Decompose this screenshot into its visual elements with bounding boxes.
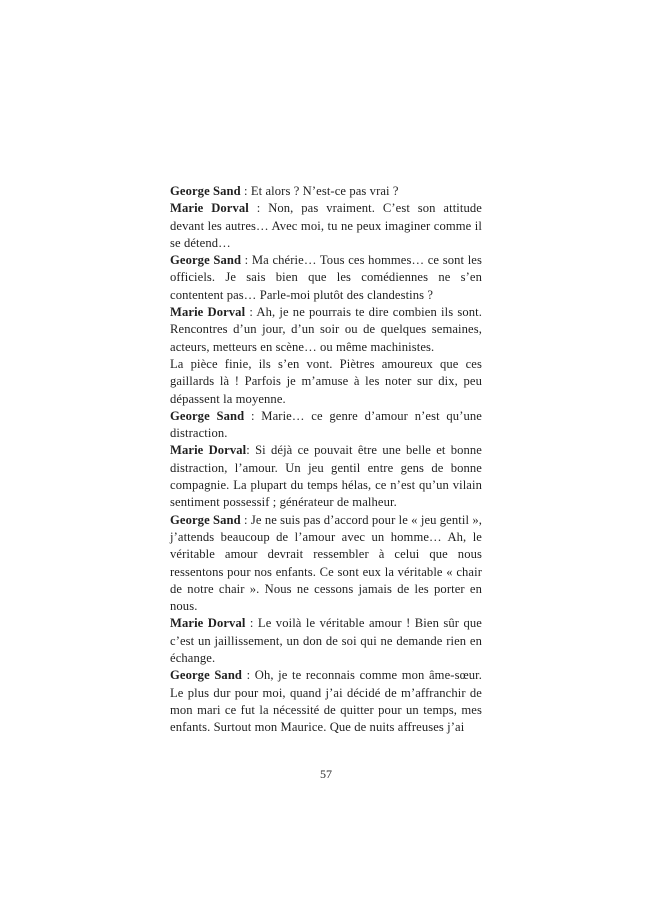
dialogue-paragraph (170, 667, 482, 736)
speaker-name: Marie Dorval (170, 443, 247, 458)
speaker-separator: : (244, 408, 262, 423)
dialogue-paragraph (170, 442, 482, 511)
dialogue-text: Marie… ce genre d’amour n’est qu’une distraction. (170, 408, 482, 441)
speaker-separator: : (248, 201, 269, 216)
dialogue-text: La pièce finie, ils s’en vont. Piètres amoureux que ces gaillards là ! Parfois je m’amuse à les noter sur dix, peu dépassent la moyenne. (170, 356, 482, 406)
dialogue-paragraph (170, 408, 482, 443)
speaker-separator: : (246, 443, 256, 458)
speaker-name: George Sand (170, 668, 243, 683)
speaker-separator: : (240, 184, 251, 198)
speaker-name: Marie Dorval (170, 201, 249, 216)
dialogue-text: Non, pas vraiment. C’est son attitude devant les autres… Avec moi, tu ne peux imaginer comme il se détend… (170, 201, 482, 250)
dialogue-text: Le voilà le véritable amour ! Bien sûr que c’est un jaillissement, un don de soi qui ne demande rien en échange. (170, 616, 482, 666)
page-number: 57 (320, 767, 332, 781)
dialogue-text: Ma chérie… Tous ces hommes… ce sont les officiels. Je sais bien que les comédiennes ne s’en contentent pas… Parle-moi plutôt des clandestins ? (170, 253, 482, 302)
dialogue-text: Si déjà ce pouvait être une belle et bonne distraction, l’amour. Un jeu gentil entre gens de bonne compagnie. La plupart du temps hélas, ce n’est qu’un vilain sentiment possessif ; générateur de malheur. (170, 443, 482, 510)
dialogue-text-block (170, 183, 482, 737)
dialogue-paragraph-continuation (170, 356, 482, 408)
dialogue-text: Ah, je ne pourrais te dire combien ils sont. Rencontres d’un jour, d’un soir ou de quelques semaines, acteurs, metteurs en scène… ou même machinistes. (170, 305, 482, 354)
speaker-separator: : (245, 305, 257, 320)
speaker-name: Marie Dorval (170, 616, 246, 631)
speaker-name: George Sand (170, 512, 241, 527)
speaker-name: George Sand (170, 184, 241, 198)
speaker-name: George Sand (170, 253, 242, 268)
speaker-separator: : (245, 616, 258, 631)
dialogue-text: Je ne suis pas d’accord pour le « jeu gentil », j’attends beaucoup de l’amour avec un homme… Ah, le véritable amour devrait ressembler à celui que nous ressentons pour nos enfants. Ce sont eux la véritable « chair de notre chair ». Nous ne cessons jamais de les porter en nous. (170, 512, 482, 614)
dialogue-text: Oh, je te reconnais comme mon âme-sœur. Le plus dur pour moi, quand j’ai décidé de m’affranchir de mon mari ce fut la nécessité de quitter pour un temps, mes enfants. Surtout mon Maurice. Que de nuits affreuses j’ai (170, 668, 483, 735)
speaker-name: Marie Dorval (170, 305, 246, 320)
dialogue-paragraph (170, 200, 482, 252)
dialogue-paragraph (170, 615, 482, 667)
speaker-separator: : (241, 253, 252, 268)
dialogue-paragraph (170, 304, 482, 356)
dialogue-paragraph (170, 252, 482, 304)
dialogue-paragraph (170, 512, 482, 616)
speaker-separator: : (240, 512, 251, 527)
dialogue-paragraph (170, 183, 482, 200)
speaker-name: George Sand (170, 408, 245, 423)
speaker-separator: : (242, 668, 255, 683)
dialogue-text: Et alors ? N’est-ce pas vrai ? (250, 184, 399, 198)
